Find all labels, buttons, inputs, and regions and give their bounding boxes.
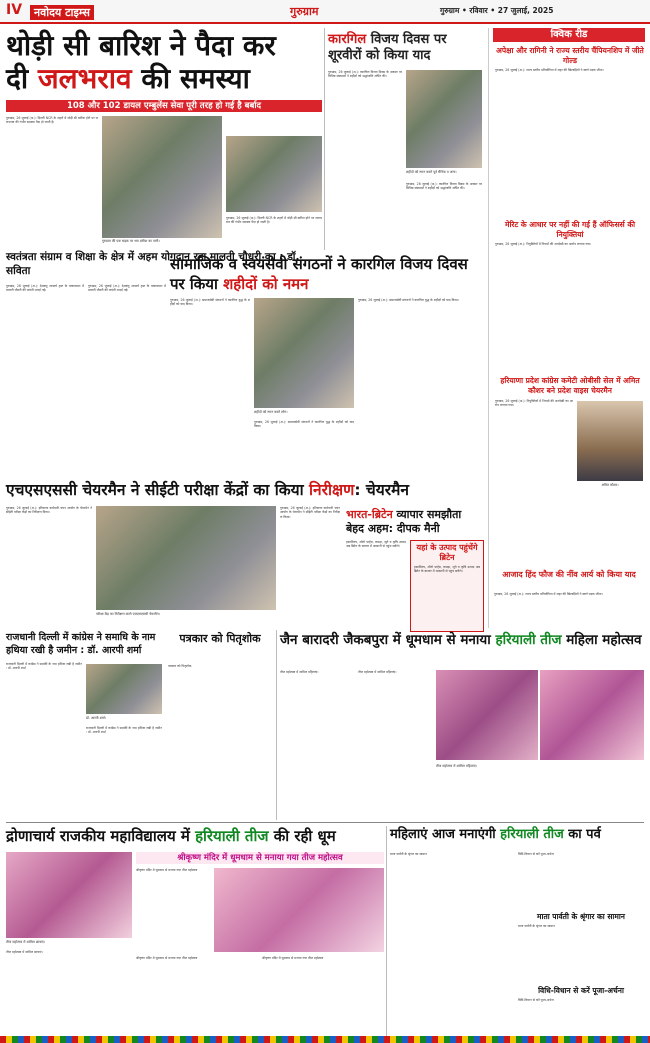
color-strip [0, 1036, 650, 1043]
sidebar-item2-head: मेरिट के आधार पर नहीं की गई हैं ऑफिसर्स की नियुक्तियां [504, 220, 636, 239]
hssc-headline [6, 480, 482, 500]
lead-body-col1: गुरुग्राम, 26 जुलाई (अ.): दिल्ली NCR के शहरों में थोड़ी सी बारिश होने पर जलभराव की गंभीर समस्या पैदा हो जाती है। [6, 116, 98, 125]
krishna-temple-subhead: श्रीकृष्ण मंदिर में धूमधाम से मनाया गया तीज महोत्सव [136, 852, 384, 864]
lead-photo-2 [226, 136, 322, 212]
krishna-body-col1: श्रीकृष्ण मंदिर में धूमधाम से मनाया गया तीज महोत्सव [136, 868, 198, 872]
trade-headline [346, 508, 482, 536]
dronacharya-body-col1: तीज महोत्सव में शामिल छात्राएं। [6, 950, 43, 954]
section-name: गुरुग्राम [290, 5, 319, 18]
lead-story [6, 30, 322, 96]
lead-photo [102, 116, 222, 238]
sidebar-item2-text: गुरुग्राम, 26 जुलाई (अ.): नियुक्तियों में नियमों की अनदेखी का आरोप लगाया गया। [495, 242, 592, 246]
sidebar-title: क्विक रीड [493, 28, 645, 42]
page-number: IV [6, 2, 23, 18]
kargil-headline [328, 32, 482, 64]
teej-headline-tail: महिला महोत्सव [561, 632, 642, 648]
delhi-body-col1: राजधानी दिल्ली में कांग्रेस ने समाधि के नाम हथिया रखी है जमीन : डॉ. आरपी शर्मा [6, 662, 82, 671]
teej-photo-1 [436, 670, 538, 760]
sidebar-item3-head: हरियाणा प्रदेश कांग्रेस कमेटी ओबीसी सेल में अमित कौशर बने प्रदेश वाइस चेयरमैन [500, 376, 640, 395]
teej-festival-headline-tail: का पर्व [563, 827, 601, 842]
sidebar-person-caption: अमित कौशर। [601, 483, 619, 487]
teej-photo-2 [540, 670, 644, 760]
column-rule [276, 630, 277, 820]
sidebar-item1-text: गुरुग्राम, 26 जुलाई (अ.): राज्य स्तरीय प्रतियोगिता में शहर की खिलाड़ियों ने स्वर्ण पदक जीता। [495, 68, 604, 72]
trade-headline-rest: व्यापार समझौता बेहद अहम: दीपक मैनी [346, 508, 462, 535]
masthead [0, 0, 650, 24]
lead-headline-highlight: जलभराव [37, 62, 132, 95]
date-line: गुरुग्राम • रविवार • 27 जुलाई, 2025 [440, 6, 554, 15]
trade-box-title: यहां के उत्पाद पहुंचेंगे ब्रिटेन [416, 543, 478, 562]
patrakar-body: पत्रकार को पितृशोक [168, 664, 192, 668]
sidebar-person-photo [577, 401, 643, 481]
hssc-photo [96, 506, 276, 610]
sidebar-item3-body [495, 399, 645, 519]
dronacharya-photo-caption: तीज महोत्सव में शामिल छात्राएं। [6, 940, 46, 944]
delhi-headline: राजधानी दिल्ली में कांग्रेस ने समाधि के नाम हथिया रखी है जमीन : डॉ. आरपी शर्मा [6, 632, 156, 656]
lead-headline-line1: थोड़ी सी बारिश ने पैदा कर [6, 29, 276, 62]
kargil-photo-caption: शहीदों को नमन करते पूर्व सैनिक व अन्य। [406, 170, 457, 174]
teej-photo-caption: तीज महोत्सव में शामिल महिलाएं। [436, 764, 477, 768]
social-headline-text: सामाजिक व स्वयंसेवी संगठनों ने कारगिल विजय दिवस पर किया [170, 255, 468, 293]
kargil-body-col2: गुरुग्राम, 26 जुलाई (अ.): कारगिल विजय दिवस के अवसर पर विभिन्न संस्थाओं ने शहीदों को श्रद्धांजलि अर्पित की। [406, 182, 482, 191]
delhi-photo-caption: डॉ. आरपी शर्मा। [86, 716, 107, 720]
teej-headline-highlight: हरियाली तीज [495, 632, 562, 648]
trade-body-col1: हस्तशिल्प, ऑटो पार्ट्स, कपड़ा, जूते व कृषि उत्पाद अब ब्रिटेन के बाजार में आसानी से पहुंच सकेंगे। [346, 540, 406, 549]
krishna-body-col3: श्रीकृष्ण मंदिर में धूमधाम से मनाया गया तीज महोत्सव [262, 956, 324, 960]
dronacharya-headline [6, 826, 384, 846]
hssc-headline-tail: : चेयरमैन [354, 481, 409, 499]
trade-box-text: हस्तशिल्प, ऑटो पार्ट्स, कपड़ा, जूते व कृषि उत्पाद अब ब्रिटेन के बाजार में आसानी से पहुंच सकेंगे। [414, 565, 480, 574]
dronacharya-headline-text: द्रोणाचार्य राजकीय महाविद्यालय में [6, 827, 196, 845]
chavi-body-col2: गुरुग्राम, 26 जुलाई (अ.): देशबंधु आचार्य ट्रस्ट के तत्वावधान में मालती चौधरी की जयंती मनाई गई। [88, 284, 166, 293]
lead-body-col3: गुरुग्राम, 26 जुलाई (अ.): दिल्ली NCR के शहरों में थोड़ी सी बारिश होने पर जलभराव की गंभीर समस्या पैदा हो जाती है। [226, 216, 322, 225]
teej-festival-body-col2: विधि-विधान से करें पूजा-अर्चना [518, 852, 554, 856]
dronacharya-headline-highlight: हरियाली तीज [195, 827, 269, 845]
hssc-headline-highlight: निरीक्षण [309, 481, 355, 499]
kargil-body-col1: गुरुग्राम, 26 जुलाई (अ.): कारगिल विजय दिवस के अवसर पर विभिन्न संस्थाओं ने शहीदों को श्रद्धांजलि अर्पित की। [328, 70, 402, 79]
column-rule [324, 28, 325, 250]
teej-body-col1: तीज महोत्सव में शामिल महिलाएं। [280, 670, 319, 674]
sidebar-item3-text: गुरुग्राम, 26 जुलाई (अ.): नियुक्तियों में नियमों की अनदेखी का आरोप लगाया गया। [495, 399, 573, 408]
kargil-headline-highlight: कारगिल [328, 32, 367, 47]
dronacharya-photo [6, 852, 132, 938]
teej-festival-headline [390, 826, 644, 844]
sidebar-item4-head: आजाद हिंद फौज की नींव आर्य को किया याद [502, 570, 636, 579]
paper-name: नवोदय टाइम्स [30, 5, 94, 20]
hssc-body-col3: गुरुग्राम, 26 जुलाई (अ.): हरियाणा कर्मचारी चयन आयोग के चेयरमैन ने सीईटी परीक्षा केंद्रों का निरीक्षण किया। [280, 506, 340, 519]
social-photo [254, 298, 354, 408]
social-photo-caption: शहीदों को नमन करते लोग। [254, 410, 288, 414]
social-headline-highlight: शहीदों को नमन [223, 275, 309, 293]
sidebar-item1-head: अपेक्षा और रागिनी ने राज्य स्तरीय चैंपियनशिप में जीते गोल्ड [496, 46, 644, 65]
teej-headline-text: जैन बारादरी जैकबपुरा में धूमधाम से मनाया [280, 632, 496, 648]
lead-headline-part: की समस्या [131, 62, 250, 95]
teej-festival-body-col1: माता पार्वती के श्रृंगार का सामान [390, 852, 427, 856]
teej-festival-subhead-1: माता पार्वती के श्रृंगार का सामान [537, 912, 625, 921]
chavi-body-col1: गुरुग्राम, 26 जुलाई (अ.): देशबंधु आचार्य ट्रस्ट के तत्वावधान में मालती चौधरी की जयंती मनाई गई। [6, 284, 84, 293]
krishna-temple-photo [214, 868, 384, 952]
divider [6, 822, 644, 823]
kargil-headline-rest: विजय दिवस पर शूरवीरों को किया याद [328, 32, 447, 63]
social-headline [170, 254, 482, 294]
teej-festival-headline-text: महिलाएं आज मनाएंगी [390, 827, 501, 842]
dronacharya-headline-tail: की रही धूम [268, 827, 336, 845]
hssc-photo-caption: परीक्षा केंद्र का निरीक्षण करते एचएसएससी चेयरमैन। [96, 612, 160, 616]
teej-festival-subhead-2: विधि-विधान से करें पूजा-अर्चना [538, 986, 624, 995]
kargil-photo [406, 70, 482, 168]
chavi-headline: स्वतंत्रता संग्राम व शिक्षा के क्षेत्र में अहम योगदान रहा मालती चौधरी का : डॉ. सविता [6, 251, 300, 277]
sidebar-item4-text: गुरुग्राम, 26 जुलाई (अ.): राज्य स्तरीय प्रतियोगिता में शहर की खिलाड़ियों ने स्वर्ण पदक जीता। [494, 592, 603, 596]
lead-headline-line2 [6, 62, 322, 96]
social-body-col1: गुरुग्राम, 26 जुलाई (अ.): समाजसेवी संगठनों ने कारगिल युद्ध के शहीदों को याद किया। [170, 298, 250, 307]
teej-body-col2: तीज महोत्सव में शामिल महिलाएं। [358, 670, 397, 674]
sidebar [488, 28, 645, 628]
delhi-photo [86, 664, 162, 714]
krishna-body-col2: श्रीकृष्ण मंदिर में धूमधाम से मनाया गया तीज महोत्सव [136, 956, 198, 960]
teej-festival-body-col3: माता पार्वती के श्रृंगार का सामान [518, 924, 555, 928]
social-body-col3: गुरुग्राम, 26 जुलाई (अ.): समाजसेवी संगठनों ने कारगिल युद्ध के शहीदों को याद किया। [358, 298, 459, 302]
patrakar-headline: पत्रकार को पितृशोक [179, 632, 261, 645]
trade-box [410, 540, 484, 632]
hssc-headline-text: एचएसएससी चेयरमैन ने सीईटी परीक्षा केंद्रों का किया [6, 481, 310, 499]
column-rule [386, 826, 387, 1036]
lead-headline-part: दी [6, 62, 38, 95]
teej-festival-headline-highlight: हरियाली तीज [500, 827, 564, 842]
social-body-col2: गुरुग्राम, 26 जुलाई (अ.): समाजसेवी संगठनों ने कारगिल युद्ध के शहीदों को याद किया। [254, 420, 354, 429]
lead-subhead: 108 और 102 डायल एम्बुलेंस सेवा पूरी तरह हो गई है बर्बाद [6, 100, 322, 112]
trade-headline-highlight: भारत-ब्रिटेन [346, 508, 393, 521]
delhi-body-col2: राजधानी दिल्ली में कांग्रेस ने समाधि के नाम हथिया रखी है जमीन : डॉ. आरपी शर्मा [86, 726, 162, 735]
lead-photo-caption: गुरुग्राम की एक सड़क पर भरा बारिश का पानी। [102, 239, 160, 243]
teej-festival-body-col4: विधि-विधान से करें पूजा-अर्चना [518, 998, 554, 1002]
teej-headline [280, 632, 644, 649]
hssc-body-col1: गुरुग्राम, 26 जुलाई (अ.): हरियाणा कर्मचारी चयन आयोग के चेयरमैन ने सीईटी परीक्षा केंद्रों का निरीक्षण किया। [6, 506, 92, 515]
